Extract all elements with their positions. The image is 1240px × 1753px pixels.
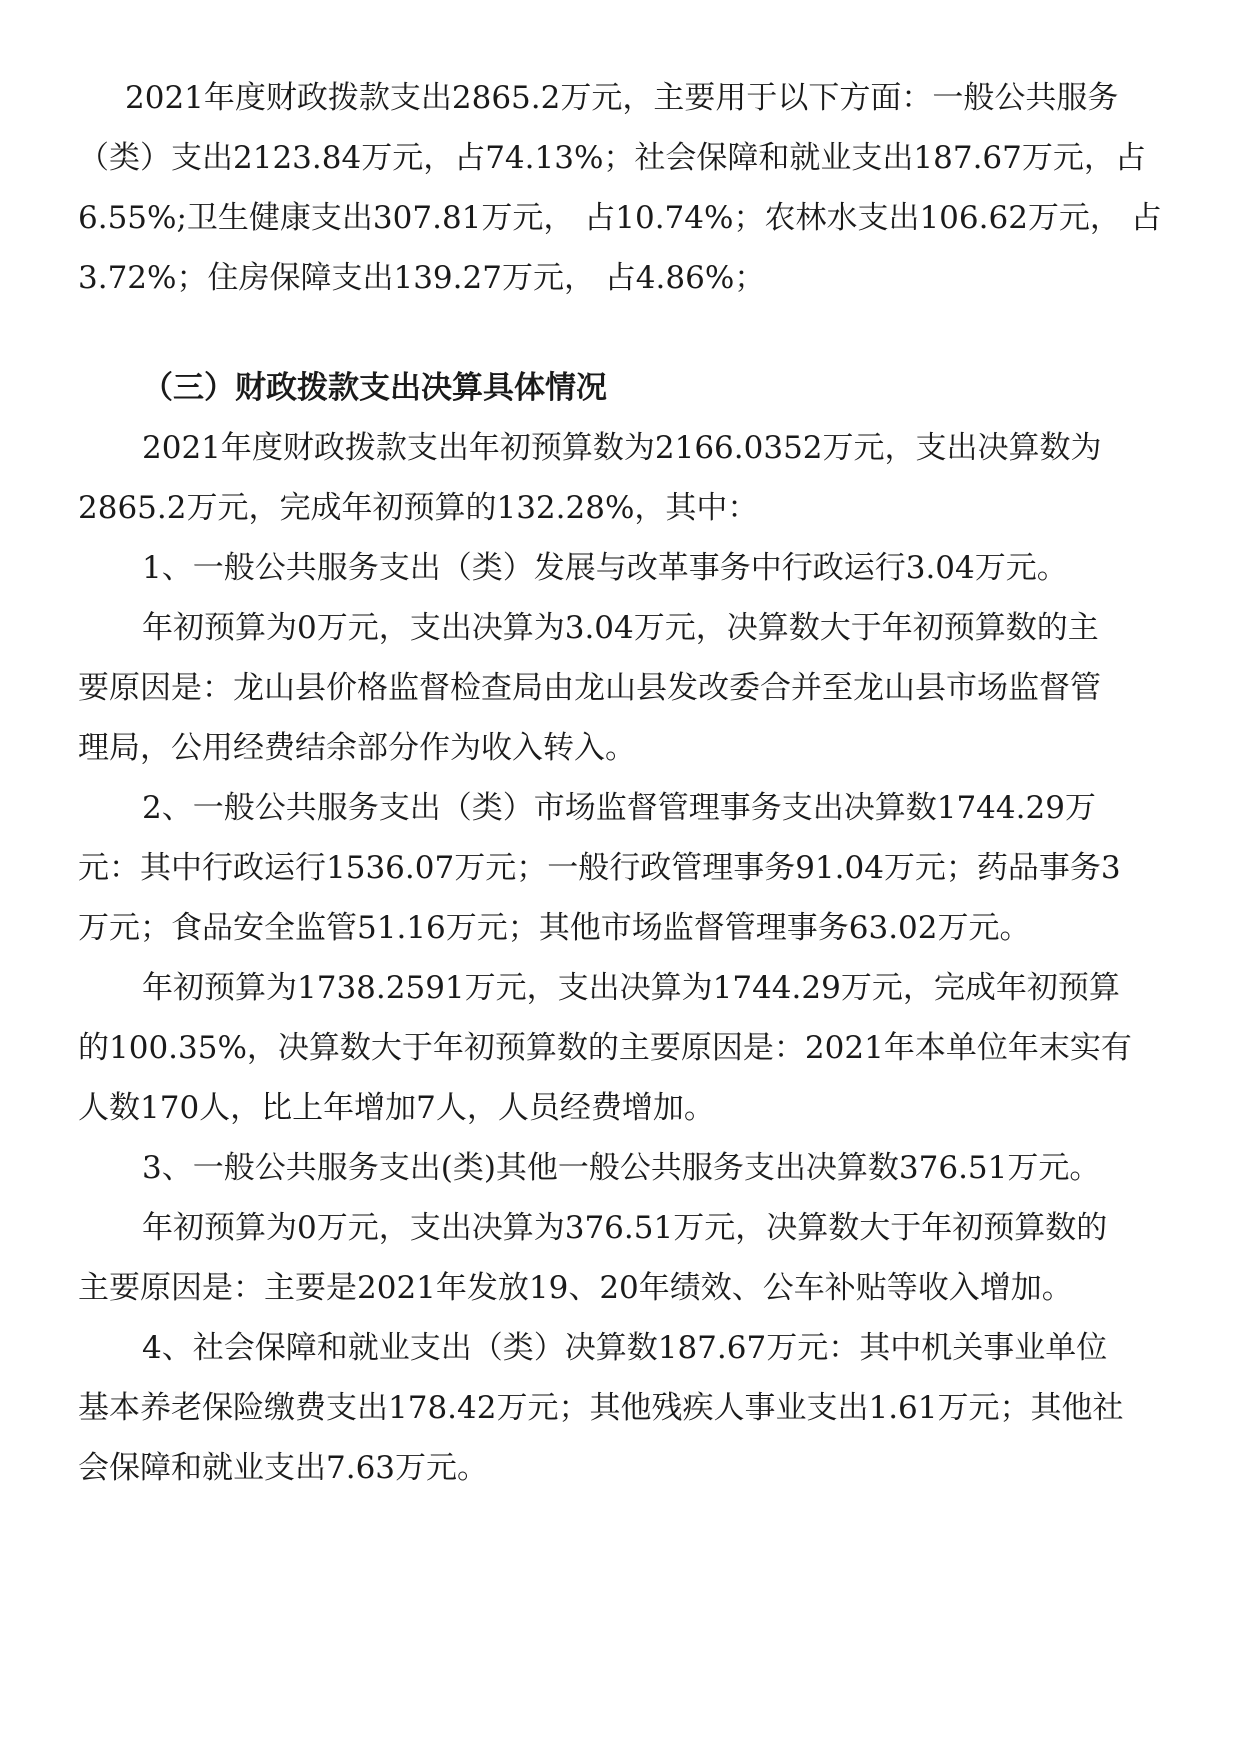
item2-line-2: 元：其中行政运行1536.07万元；一般行政管理事务91.04万元；药品事务3 [78, 850, 1121, 886]
item4-line-1: 4、社会保障和就业支出（类）决算数187.67万元：其中机关事业单位 [142, 1330, 1108, 1366]
item3-line-3: 主要原因是：主要是2021年发放19、20年绩效、公车补贴等收入增加。 [78, 1270, 1073, 1306]
item2-line-3: 万元；食品安全监管51.16万元；其他市场监督管理事务63.02万元。 [78, 910, 1031, 946]
section-heading: （三）财政拨款支出决算具体情况 [142, 370, 607, 406]
summary-line-1: 2021年度财政拨款支出年初预算数为2166.0352万元，支出决算数为 [142, 430, 1102, 466]
intro-line-1: 2021年度财政拨款支出2865.2万元，主要用于以下方面：一般公共服务 [125, 80, 1119, 116]
item4-line-3: 会保障和就业支出7.63万元。 [78, 1450, 489, 1486]
item2-line-1: 2、一般公共服务支出（类）市场监督管理事务支出决算数1744.29万 [142, 790, 1096, 826]
intro-line-3: 6.55%;卫生健康支出307.81万元， 占10.74%；农林水支出106.62万元， 占 [78, 200, 1162, 236]
item2-line-4: 年初预算为1738.2591万元，支出决算为1744.29万元，完成年初预算 [142, 970, 1120, 1006]
item4-line-2: 基本养老保险缴费支出178.42万元；其他残疾人事业支出1.61万元；其他社 [78, 1390, 1124, 1426]
item2-line-6: 人数170人，比上年增加7人，人员经费增加。 [78, 1090, 715, 1126]
item1-line-2: 年初预算为0万元，支出决算为3.04万元，决算数大于年初预算数的主 [142, 610, 1099, 646]
item3-line-1: 3、一般公共服务支出(类)其他一般公共服务支出决算数376.51万元。 [142, 1150, 1101, 1186]
item1-line-3: 要原因是：龙山县价格监督检查局由龙山县发改委合并至龙山县市场监督管 [78, 670, 1101, 706]
item1-line-4: 理局，公用经费结余部分作为收入转入。 [78, 730, 636, 766]
item3-line-2: 年初预算为0万元，支出决算为376.51万元，决算数大于年初预算数的 [142, 1210, 1108, 1246]
intro-line-4: 3.72%；住房保障支出139.27万元， 占4.86%； [78, 260, 766, 296]
item1-line-1: 1、一般公共服务支出（类）发展与改革事务中行政运行3.04万元。 [142, 550, 1068, 586]
item2-line-5: 的100.35%，决算数大于年初预算数的主要原因是：2021年本单位年末实有 [78, 1030, 1132, 1066]
summary-line-2: 2865.2万元，完成年初预算的132.28%，其中： [78, 490, 759, 526]
intro-line-2: （类）支出2123.84万元，占74.13%；社会保障和就业支出187.67万元，占 [78, 140, 1146, 176]
